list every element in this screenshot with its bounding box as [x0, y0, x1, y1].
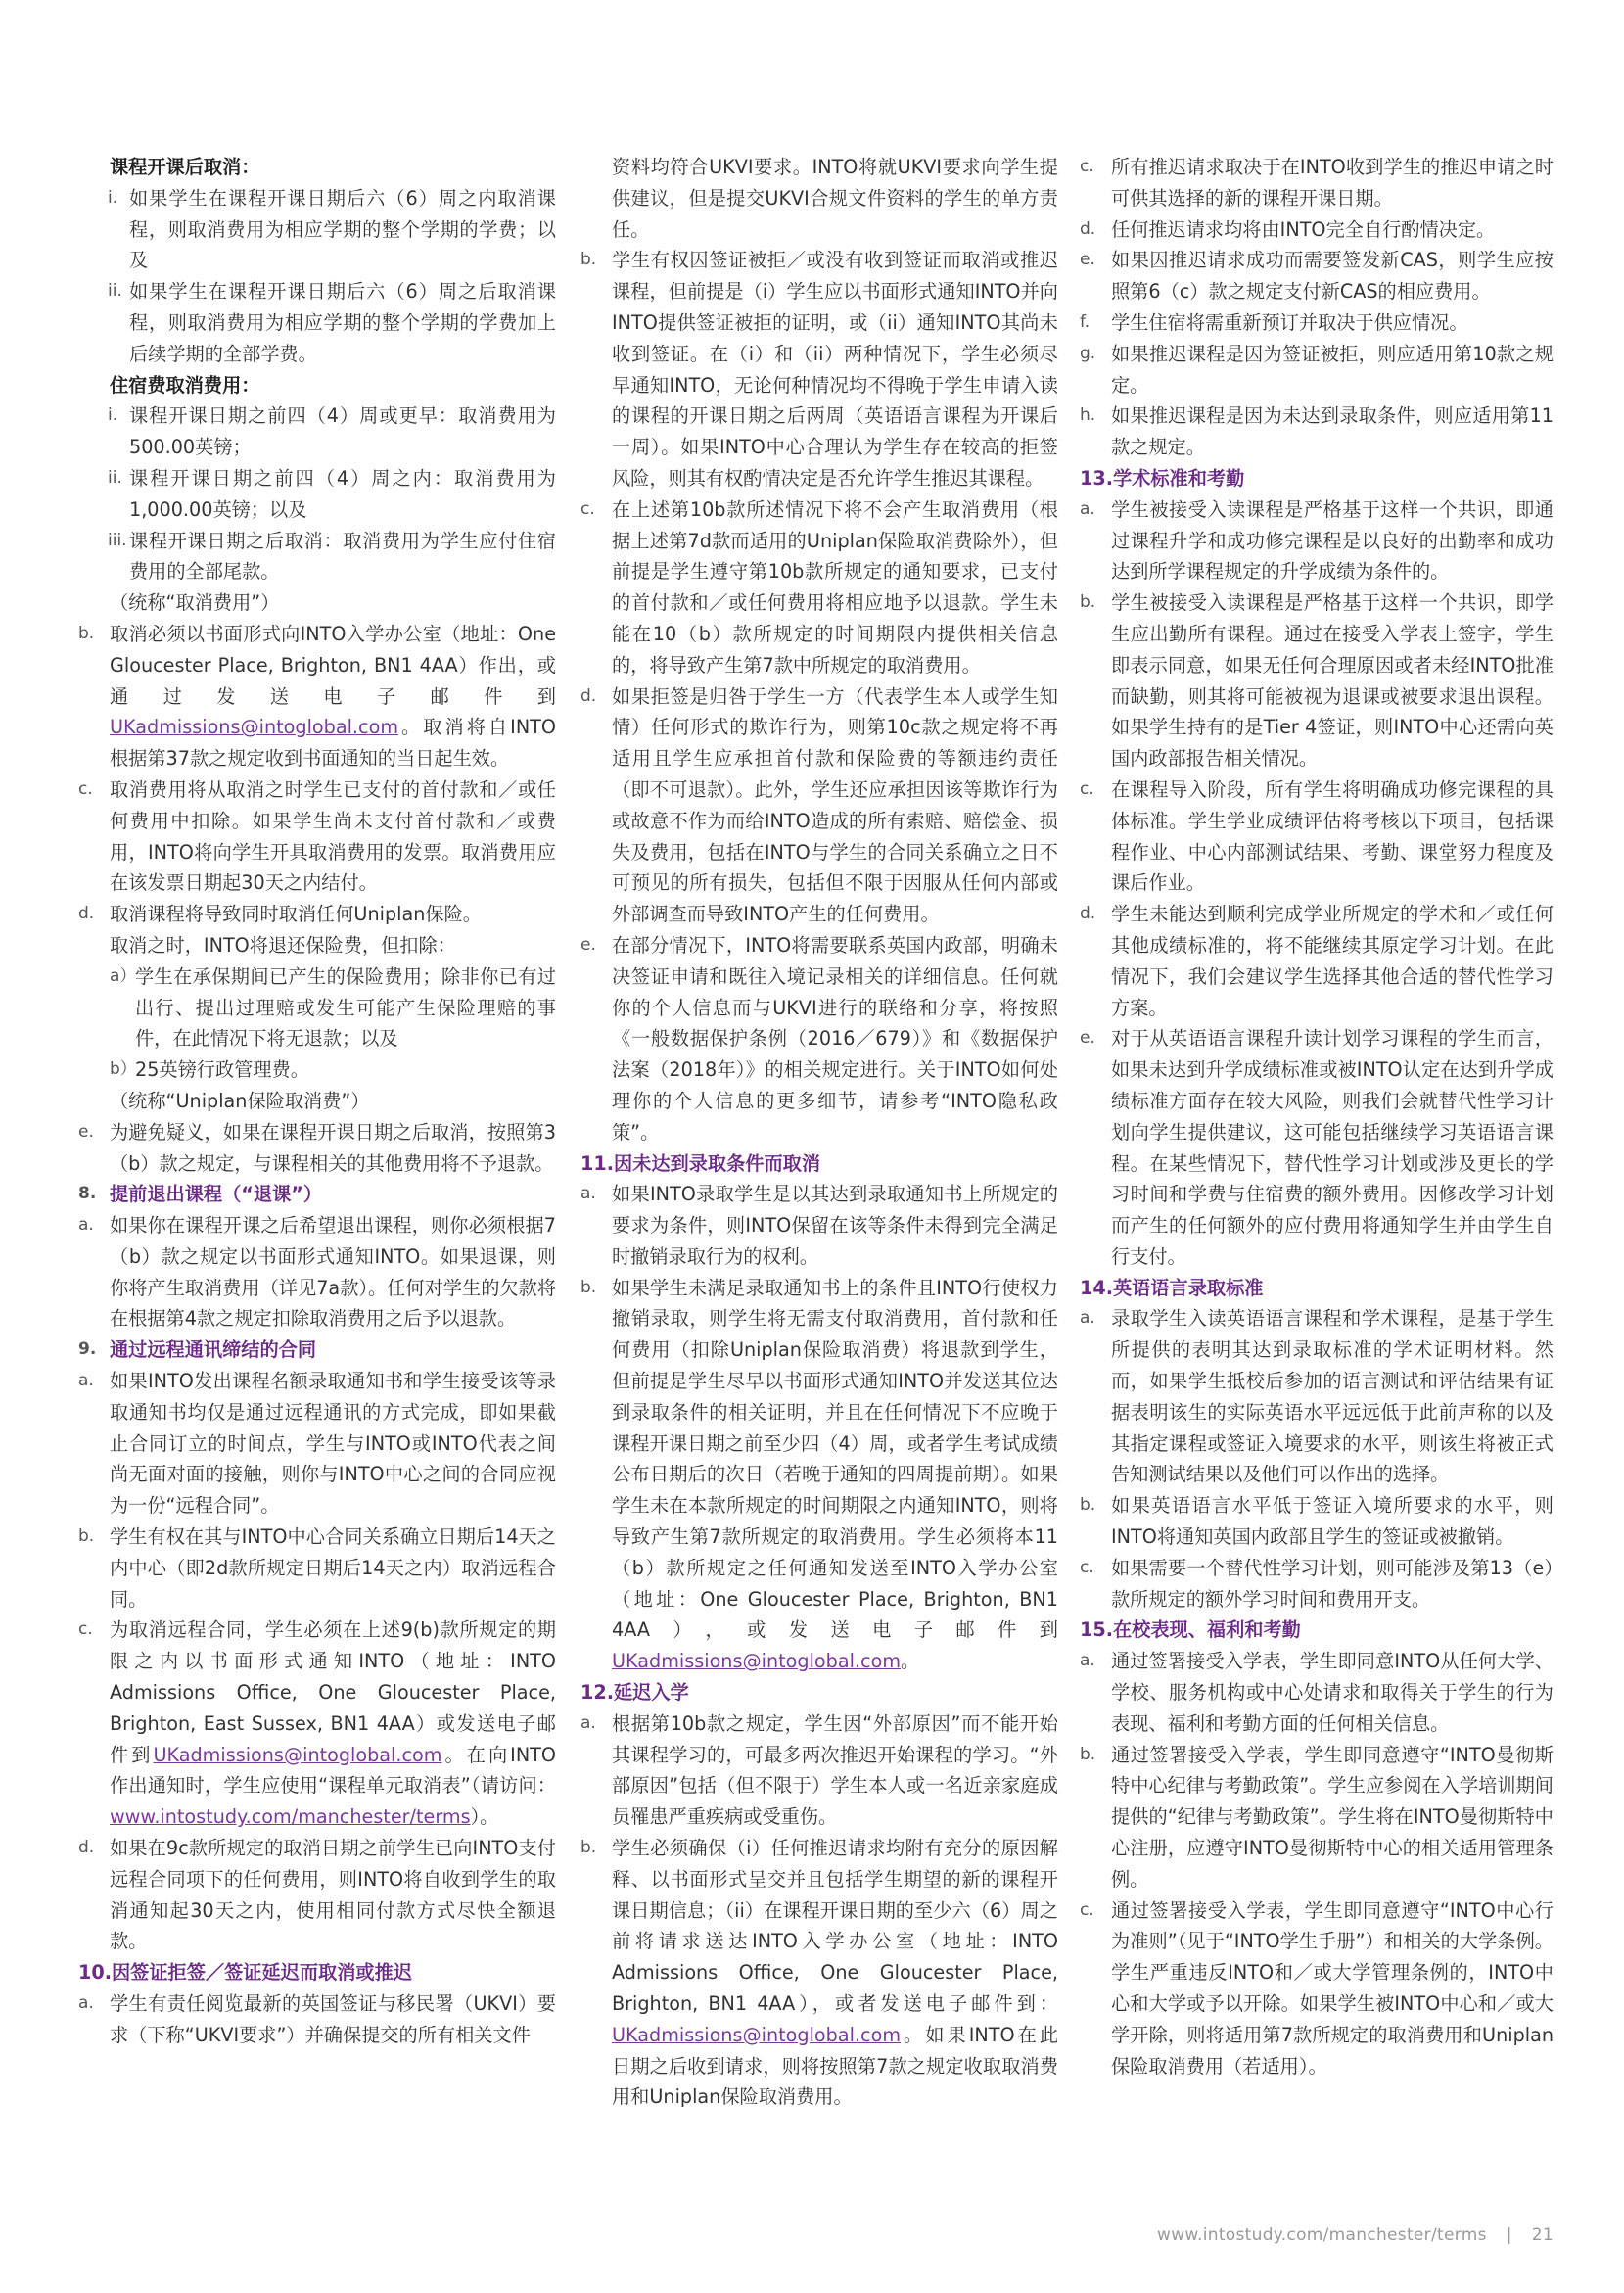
- clause-a: a. 录取学生入读英语语言课程和学术课程，是基于学生所提供的表明其达到录取标准的学术证明材料。然而，如果学生抵校后参加的语言测试和评估结果有证据表明该生的实际英语水平远远低于此前声称的以及其指定课程或签证入境要求的水平，则该生将被正式告知测试结果以及他们可以作出的选择。: [1080, 1307, 1554, 1486]
- subclause-b: b） 25英镑行政管理费。: [110, 1058, 309, 1082]
- clause-b: b. 取消必须以书面形式向INTO入学办公室（地址：One Gloucester Place, Brighton, BN1 4AA）作出，或通过发送电子邮件到UKadmissions@intoglobal.com。取消将自INTO根据第37款之规定收到书面通知的当日起生效。: [78, 622, 556, 771]
- clause-d: d. 任何推迟请求均将由INTO完全自行酌情决定。: [1080, 217, 1496, 241]
- clause-b: b. 如果学生未满足录取通知书上的条件且INTO行使权力撤销录取，则学生将无需支付取消费用，首付款和任何费用（扣除Uniplan保险取消费）将退款到学生，但前提是学生尽早以书面形式通知INTO并发送其位达到录取条件的相关证明，并且在任何情况下不应晚于课程开课日期之前至少四（4）周，或者学生考试成绩公布日期后的次日（若晚于通知的四周提前期）。如果学生未在本款所规定的时间期限之内通知INTO，则将导致产生第7款所规定的取消费用。学生必须将本11（b）款所规定之任何通知发送至INTO入学办公室（地址：One Gloucester Place, Brighton, BN1 4AA），或发送电子邮件到UKadmissions@intoglobal.com。: [580, 1276, 1058, 1673]
- admissions-email-link[interactable]: UKadmissions@intoglobal.com: [612, 1650, 902, 1673]
- terms-url-link[interactable]: www.intostudy.com/manchester/terms: [110, 1805, 471, 1829]
- clause-a: a. 根据第10b款之规定，学生因“外部原因”而不能开始其课程学习的，可最多两次推迟开始课程的学习。“外部原因”包括（但不限于）学生本人或一名近亲家庭成员罹患严重疾病或受重伤。: [580, 1711, 1058, 1829]
- clause-e: e. 为避免疑义，如果在课程开课日期之后取消，按照第3（b）款之规定，与课程相关的其他费用将不予退款。: [78, 1120, 556, 1175]
- collective-term: （统称“Uniplan保险取消费”）: [110, 1089, 370, 1112]
- clause-c: c. 如果需要一个替代性学习计划，则可能涉及第13（e）款所规定的额外学习时间和费用开支。: [1080, 1556, 1554, 1611]
- clause-d: d. 取消课程将导致同时取消任何Uniplan保险。: [78, 903, 482, 926]
- section-heading-9: 9. 通过远程通讯缔结的合同: [78, 1338, 317, 1362]
- clause-b: b. 学生必须确保（i）任何推迟请求均附有充分的原因解释、以书面形式呈交并且包括学生期望的新的课程开课日期信息；（ii）在课程开课日期的至少六（6）周之前将请求送达INTO入学办公室（地址：INTO Admissions Office, One Gloucester Place, Brighton, BN1 4AA），或者发送电子邮件到：UKadmissions@intoglobal.com。如果INTO在此日期之后收到请求，则将按照第7款之规定收取取消费用和Uniplan保险取消费用。: [580, 1837, 1058, 2109]
- page-number: 21: [1531, 2225, 1554, 2246]
- clause-i: i. 如果学生在课程开课日期后六（6）周之内取消课程，则取消费用为相应学期的整个学期的学费；以及: [108, 186, 556, 272]
- clause-b: b. 学生被接受入读课程是严格基于这样一个共识，即学生应出勤所有课程。通过在接受入学表上签字，学生即表示同意，如果无任何合理原因或者未经INTO批准而缺勤，则其将可能被视为退课或被要求退出课程。如果学生持有的是Tier 4签证，则INTO中心还需向英国内政部报告相关情况。: [1080, 591, 1554, 771]
- clause-a: a. 如果INTO发出课程名额录取通知书和学生接受该等录取通知书均仅是通过远程通讯的方式完成，即如果截止合同订立的时间点，学生与INTO或INTO代表之间尚无面对面的接触，则你与INTO中心之间的合同应视为一份“远程合同”。: [78, 1370, 556, 1518]
- admissions-email-link[interactable]: UKadmissions@intoglobal.com: [153, 1743, 442, 1766]
- clause-a: a. 如果你在课程开课之后希望退出课程，则你必须根据7（b）款之规定以书面形式通知INTO。如果退课，则你将产生取消费用（详见7a款）。任何对学生的欠款将在根据第4款之规定扣除取消费用之后予以退款。: [78, 1214, 556, 1331]
- clause-c: c. 在课程导入阶段，所有学生将明确成功修完课程的具体标准。学生学业成绩评估将考核以下项目，包括课程作业、中心内部测试结果、考勤、课堂努力程度及课后作业。: [1080, 777, 1554, 895]
- clause-b: b. 学生有权因签证被拒／或没有收到签证而取消或推迟课程，但前提是（i）学生应以书面形式通知INTO并向INTO提供签证被拒的证明，或（ii）通知INTO其尚未收到签证。在（i）和（ii）两种情况下，学生必须尽早通知INTO，无论何种情况均不得晚于学生申请入读的课程的开课日期之后两周（英语语言课程为开课后一周）。如果INTO中心合理认为学生存在较高的拒签风险，则其有权酌情决定是否允许学生推迟其课程。: [580, 249, 1058, 490]
- clause-f: f. 学生住宿将需重新预订并取决于供应情况。: [1080, 310, 1468, 334]
- clause-ii: ii. 如果学生在课程开课日期后六（6）周之后取消课程，则取消费用为相应学期的整个学期的学费加上后续学期的全部学费。: [108, 280, 556, 365]
- clause-b: b. 学生有权在其与INTO中心合同关系确立日期后14天之内中心（即2d款所规定日期后14天之内）取消远程合同。: [78, 1525, 556, 1611]
- section-heading-12: 12.延迟入学: [580, 1681, 689, 1705]
- section-heading-13: 13.学术标准和考勤: [1080, 466, 1245, 490]
- clause-c: c. 取消费用将从取消之时学生已支付的首付款和／或任何费用中扣除。如果学生尚未支付首付款和／或费用，INTO将向学生开具取消费用的发票。取消费用应在该发票日期起30天之内结付。: [78, 777, 556, 895]
- clause-d: d. 如果在9c款所规定的取消日期之前学生已向INTO支付远程合同项下的任何费用，则INTO将自收到学生的取消通知起30天之内，使用相同付款方式尽快全额退款。: [78, 1837, 556, 1953]
- section-heading-15: 15.在校表现、福利和考勤: [1080, 1618, 1301, 1642]
- footer-url[interactable]: www.intostudy.com/manchester/terms: [1156, 2225, 1487, 2246]
- clause-d: d. 学生未能达到顺利完成学业所规定的学术和／或任何其他成绩标准的，将不能继续其原定学习计划。在此情况下，我们会建议学生选择其他合适的替代性学习方案。: [1080, 903, 1554, 1019]
- subheading-course-cancel: 课程开课后取消：: [110, 156, 260, 178]
- clause-e: e. 在部分情况下，INTO将需要联系英国内政部，明确未决签证申请和既往入境记录相关的详细信息。任何就你的个人信息而与UKVI进行的联络和分享，将按照《一般数据保护条例（2016／679）》和《数据保护法案（2018年）》的相关规定进行。关于INTO如何处理你的个人信息的更多细节，请参考“INTO隐私政策”。: [580, 933, 1058, 1144]
- clause-a-continued: 资料均符合UKVI要求。INTO将就UKVI要求向学生提供建议，但是提交UKVI合规文件资料的学生的单方责任。: [612, 156, 1058, 241]
- clause-g: g. 如果推迟课程是因为签证被拒，则应适用第10款之规定。: [1080, 342, 1554, 397]
- column-2: [580, 152, 1058, 2113]
- clause-ii: ii. 课程开课日期之前四（4）周之内：取消费用为1,000.00英镑；以及: [108, 466, 556, 521]
- clause-e: e. 对于从英语语言课程升读计划学习课程的学生而言，如果未达到升学成绩标准或被INTO认定在达到升学成绩标准方面存在较大风险，则我们会就替代性学习计划向学生提供建议，这可能包括继续学习英语语言课程。在某些情况下，替代性学习计划或涉及更长的学习时间和学费与住宿费的额外费用。因修改学习计划而产生的任何额外的应付费用将通知学生并由学生自行支付。: [1080, 1027, 1554, 1268]
- clause-d-continued: 取消之时，INTO将退还保险费，但扣除：: [110, 933, 456, 957]
- clause-d: d. 如果拒签是归咎于学生一方（代表学生本人或学生知情）任何形式的欺诈行为，则第10c款之规定将不再适用且学生应承担首付款和保险费的等额违约责任（即不可退款）。此外，学生还应承担因该等欺诈行为或故意不作为而给INTO造成的所有索赔、赔偿金、损失及费用，包括在INTO与学生的合同关系确立之日不可预见的所有损失，包括但不限于因服从任何内部或外部调查而导致INTO产生的任何费用。: [580, 684, 1058, 926]
- section-heading-10: 10.因签证拒签／签证延迟而取消或推迟: [78, 1961, 412, 1985]
- clause-a: a. 学生被接受入读课程是严格基于这样一个共识，即通过课程升学和成功修完课程是以良好的出勤率和成功达到所学课程规定的升学成绩为条件的。: [1080, 497, 1554, 584]
- section-heading-11: 11.因未达到录取条件而取消: [580, 1151, 821, 1175]
- clause-h: h. 如果推迟课程是因为未达到录取条件，则应适用第11款之规定。: [1080, 404, 1554, 459]
- clause-a: a. 学生有责任阅览最新的英国签证与移民署（UKVI）要求（下称“UKVI要求”）并确保提交的所有相关文件: [78, 1992, 556, 2046]
- clause-iii: iii. 课程开课日期之后取消：取消费用为学生应付住宿费用的全部尾款。: [108, 529, 556, 584]
- clause-c: c. 在上述第10b款所述情况下将不会产生取消费用（根据上述第7d款而适用的Uniplan保险取消费除外），但前提是学生遵守第10b款所规定的通知要求，已支付的首付款和／或任何费用将相应地予以退款。学生未能在10（b）款所规定的时间期限内提供相关信息的，将导致产生第7款中所规定的取消费用。: [580, 497, 1058, 677]
- clause-c: c. 所有推迟请求取决于在INTO收到学生的推迟申请之时可供其选择的新的课程开课日期。: [1080, 156, 1554, 210]
- subclause-a: a） 学生在承保期间已产生的保险费用；除非你已有过出行、提出过理赔或发生可能产生保险理赔的事件，在此情况下将无退款；以及: [110, 964, 556, 1051]
- column-1: [78, 152, 556, 2051]
- page-footer: [1157, 2221, 1554, 2252]
- column-3: [1080, 152, 1554, 2082]
- subheading-accommodation-cancel: 住宿费取消费用：: [110, 373, 260, 397]
- section-heading-14: 14.英语语言录取标准: [1080, 1276, 1264, 1299]
- clause-b: b. 通过签署接受入学表，学生即同意遵守“INTO曼彻斯特中心纪律与考勤政策”。学生应参阅在入学培训期间提供的“纪律与考勤政策”。学生将在INTO曼彻斯特中心注册，应遵守INTO曼彻斯特中心的相关适用管理条例。: [1080, 1743, 1554, 1891]
- clause-i: i. 课程开课日期之前四（4）周或更早：取消费用为500.00英镑；: [108, 404, 556, 459]
- footer-separator: |: [1506, 2225, 1512, 2246]
- clause-c: c. 通过签署接受入学表，学生即同意遵守“INTO中心行为准则”（见于“INTO学生手册”）和相关的大学条例。学生严重违反INTO和／或大学管理条例的，INTO中心和大学或予以开除。如果学生被INTO中心和／或大学开除，则将适用第7款所规定的取消费用和Uniplan保险取消费用（若适用）。: [1080, 1898, 1554, 2078]
- admissions-email-link[interactable]: UKadmissions@intoglobal.com: [110, 716, 399, 739]
- clause-a: a. 通过签署接受入学表，学生即同意INTO从任何大学、学校、服务机构或中心处请求和取得关于学生的行为表现、福利和考勤方面的任何相关信息。: [1080, 1650, 1554, 1735]
- admissions-email-link[interactable]: UKadmissions@intoglobal.com: [612, 2023, 902, 2046]
- clause-e: e. 如果因推迟请求成功而需要签发新CAS，则学生应按照第6（c）款之规定支付新CAS的相应费用。: [1080, 249, 1554, 304]
- section-heading-8: 8. 提前退出课程（“退课”）: [78, 1183, 323, 1206]
- clause-b: b. 如果英语语言水平低于签证入境所要求的水平，则INTO将通知英国内政部且学生的签证或被撤销。: [1080, 1494, 1554, 1549]
- clause-a: a. 如果INTO录取学生是以其达到录取通知书上所规定的要求为条件，则INTO保留在该等条件未得到完全满足时撤销录取行为的权利。: [580, 1183, 1058, 1268]
- clause-c: c. 为取消远程合同，学生必须在上述9(b)款所规定的期限之内以书面形式通知INTO（地址：INTO Admissions Office, One Gloucester Place, Brighton, East Sussex, BN1 4AA）或发送电子邮件到UKadmissions@intoglobal.com。在向INTO作出通知时，学生应使用“课程单元取消表”（请访问：www.intostudy.com/manchester/terms）。: [78, 1618, 557, 1829]
- collective-term: （统称“取消费用”）: [110, 591, 280, 615]
